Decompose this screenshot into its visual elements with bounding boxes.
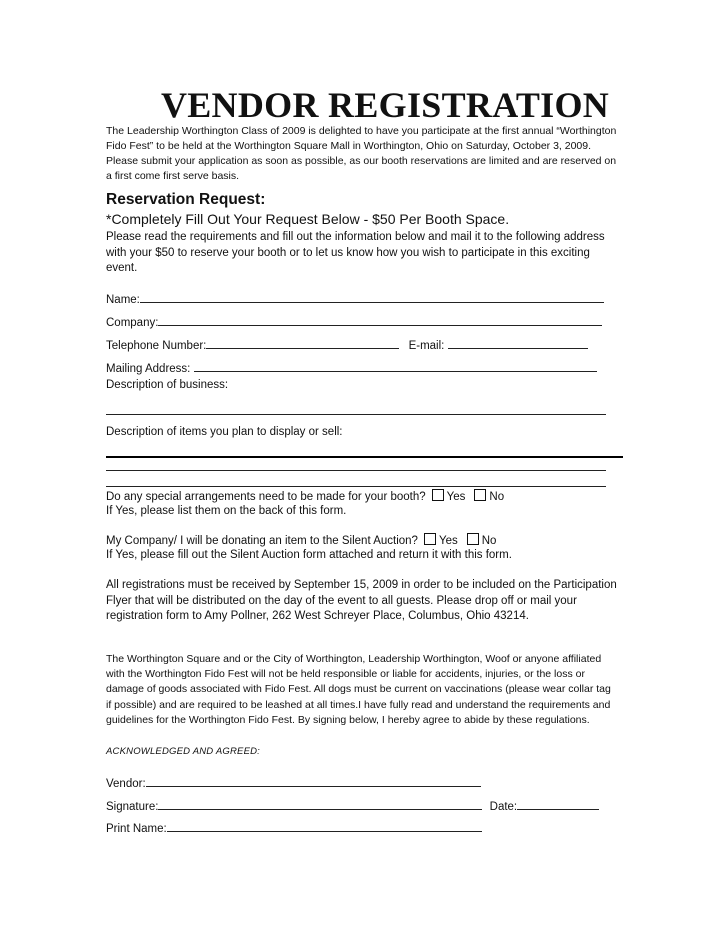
silent-auction-note: If Yes, please fill out the Silent Auction form attached and return it with this form. xyxy=(106,549,512,561)
silent-auction-question: My Company/ I will be donating an item to the Silent Auction? xyxy=(106,535,418,547)
date-label: Date: xyxy=(489,801,518,813)
telephone-label: Telephone Number: xyxy=(106,340,207,352)
items-description-label: Description of items you plan to display or sell: xyxy=(106,426,343,438)
mailing-address-field[interactable] xyxy=(194,360,597,372)
company-field[interactable] xyxy=(158,314,602,326)
silent-auction-no-label: No xyxy=(481,535,497,547)
telephone-email-row xyxy=(106,337,588,352)
reservation-heading: Reservation Request: xyxy=(106,191,266,208)
company-label: Company: xyxy=(106,317,159,329)
signature-row xyxy=(106,798,599,813)
signature-field[interactable] xyxy=(158,798,482,810)
print-name-row xyxy=(106,820,482,835)
business-description-label: Description of business: xyxy=(106,379,229,391)
date-field[interactable] xyxy=(517,798,599,810)
name-row xyxy=(106,291,604,306)
items-description-line-2[interactable] xyxy=(106,470,606,471)
print-name-label: Print Name: xyxy=(106,823,167,835)
special-arrangements-question: Do any special arrangements need to be made for your booth? xyxy=(106,491,426,503)
acknowledged-heading: ACKNOWLEDGED AND AGREED: xyxy=(106,746,261,757)
print-name-field[interactable] xyxy=(167,820,482,832)
page-title: VENDOR REGISTRATION xyxy=(160,85,610,125)
mailing-address-label: Mailing Address: xyxy=(106,363,191,375)
items-description-line-3[interactable] xyxy=(106,486,606,487)
email-field[interactable] xyxy=(448,337,588,349)
silent-auction-yes-checkbox[interactable] xyxy=(424,533,436,545)
reservation-instructions: Please read the requirements and fill out the information below and mail it to the following address with your $50 to reserve your booth or to let us know how you wish to participate in this exciting event. xyxy=(106,231,605,274)
special-arrangements-no-label: No xyxy=(489,491,505,503)
telephone-field[interactable] xyxy=(206,337,399,349)
signature-label: Signature: xyxy=(106,801,159,813)
silent-auction-row xyxy=(106,533,496,547)
business-description-field[interactable] xyxy=(106,414,606,415)
deadline-paragraph: All registrations must be received by September 15, 2009 in order to be included on the Participation Flyer that will be distributed on the day of the event to all guests. Please drop off or mail your registration form to Amy Pollner, 262 West Schreyer Place, Columbus, Ohio 43214. xyxy=(106,579,617,622)
vendor-row xyxy=(106,775,481,790)
special-arrangements-note: If Yes, please list them on the back of this form. xyxy=(106,505,347,517)
special-arrangements-yes-label: Yes xyxy=(446,491,466,503)
items-description-field[interactable] xyxy=(106,456,623,458)
intro-paragraph: The Leadership Worthington Class of 2009 is delighted to have you participate at the first annual “Worthington Fido Fest” to be held at the Worthington Square Mall in Worthington, Ohio on Saturday, October 3, 2009. Please submit your application as soon as possible, as our booth reservations are limited and are reserved on a first come first serve basis. xyxy=(106,125,617,182)
vendor-label: Vendor: xyxy=(106,778,146,790)
vendor-field[interactable] xyxy=(146,775,481,787)
special-arrangements-yes-checkbox[interactable] xyxy=(432,489,444,501)
special-arrangements-row xyxy=(106,489,504,503)
mailing-address-row xyxy=(106,360,597,375)
silent-auction-no-checkbox[interactable] xyxy=(467,533,479,545)
reservation-subheading: *Completely Fill Out Your Request Below - $50 Per Booth Space. xyxy=(106,211,510,227)
company-row xyxy=(106,314,602,329)
special-arrangements-no-checkbox[interactable] xyxy=(474,489,486,501)
name-label: Name: xyxy=(106,294,140,306)
email-label: E-mail: xyxy=(408,340,445,352)
silent-auction-yes-label: Yes xyxy=(438,535,458,547)
name-field[interactable] xyxy=(140,291,604,303)
disclaimer-paragraph: The Worthington Square and or the City of Worthington, Leadership Worthington, Woof or anyone affiliated with the Worthington Fido Fest will not be held responsible or liable for accidents, injuries, or the loss or damage of goods associated with Fido Fest. All dogs must be current on vaccinations (please wear collar tag if possible) and are required to be leashed at all times.I have fully read and understand the requirements and guidelines for the Worthington Fido Fest. By signing below, I hereby agree to abide by these regulations. xyxy=(106,653,611,726)
